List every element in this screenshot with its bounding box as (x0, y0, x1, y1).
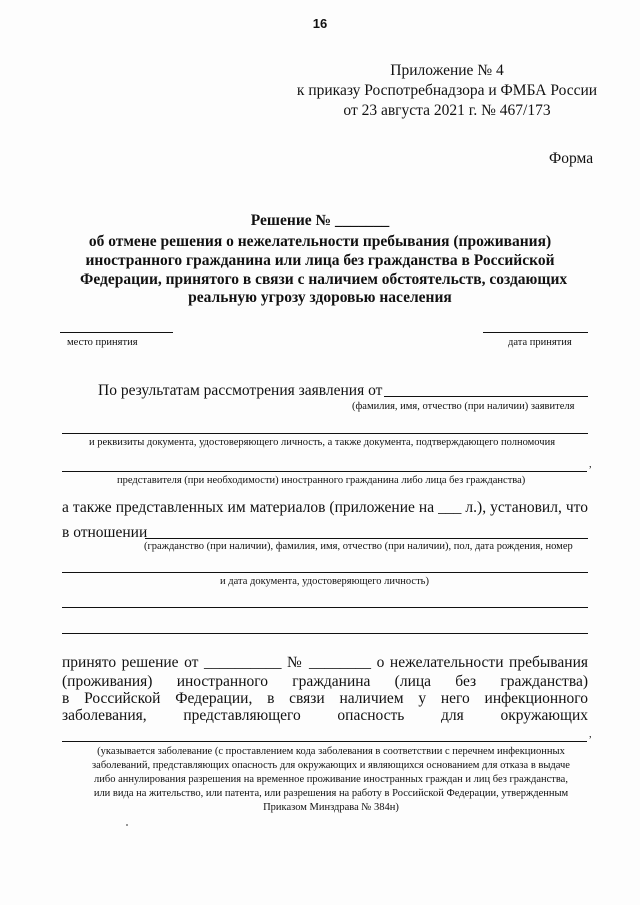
representative-caption: представителя (при необходимости) иностранного гражданина либо лица без гражданства) (117, 475, 526, 486)
date-field-line[interactable] (483, 332, 588, 333)
person-caption: (гражданство (при наличии), фамилия, имя, отчество (при наличии), пол, дата рождения, номер (144, 541, 573, 552)
blank-line-2[interactable] (62, 633, 588, 634)
form-label: Форма (549, 150, 594, 167)
title-line-1: Решение № _______ (250, 212, 390, 229)
note-line-1: (указывается заболевание (с проставлением кода заболевания в соответствии с перечнем инфекционных (97, 746, 565, 757)
page-number: 16 (312, 16, 328, 31)
decision-line-4: заболевания, представляющего опасность для окружающих (62, 707, 588, 724)
title-line-2: об отмене решения о нежелательности пребывания (проживания) (88, 233, 552, 250)
appendix-order: к приказу Роспотребнадзора и ФМБА России (296, 82, 598, 99)
place-label: место принятия (67, 337, 138, 348)
decision-line-3: в Российской Федерации, в связи наличием у него инфекционного (62, 690, 588, 707)
place-field-line[interactable] (60, 332, 173, 333)
document-field-line[interactable] (62, 433, 588, 434)
title-line-3: иностранного гражданина или лица без гражданства в Российской (85, 252, 555, 269)
id-document-caption: и дата документа, удостоверяющего личность) (220, 576, 429, 587)
title-line-5: реальную угрозу здоровью населения (188, 289, 452, 306)
title-line-4: Федерации, принятого в связи с наличием обстоятельств, создающих (80, 271, 568, 288)
person-field-line[interactable] (145, 538, 588, 539)
scan-speck (126, 824, 128, 826)
disease-field-line[interactable] (62, 741, 587, 742)
applicant-field-line[interactable] (384, 396, 588, 397)
appendix-title: Приложение № 4 (390, 62, 504, 79)
blank-line-1[interactable] (62, 607, 588, 608)
applicant-caption: (фамилия, имя, отчество (при наличии) заявителя (352, 401, 575, 412)
note-line-2: заболеваний, представляющих опасность для окружающих и являющихся основанием для отказа в выдаче (92, 760, 570, 771)
application-lead: По результатам рассмотрения заявления от (98, 382, 383, 399)
note-line-3: либо аннулирования разрешения на временное проживание иностранных граждан и лиц без гражданства, (94, 774, 568, 785)
note-line-4: или вида на жительство, или патента, или разрешения на работу в Российской Федерации, утвержденным (93, 788, 569, 799)
appendix-date: от 23 августа 2021 г. № 467/173 (343, 102, 551, 119)
materials-line: а также представленных им материалов (приложение на ___ л.), установил, что (62, 499, 588, 516)
line-comma: , (589, 459, 592, 470)
representative-field-line[interactable] (62, 471, 587, 472)
document-caption: и реквизиты документа, удостоверяющего личность, а также документа, подтверждающего полномочия (89, 437, 556, 448)
regarding-lead: в отношении (62, 524, 148, 541)
date-label: дата принятия (508, 337, 572, 348)
disease-line-comma: , (589, 729, 592, 740)
decision-line-1: принято решение от __________ № ________ о нежелательности пребывания (62, 654, 588, 671)
note-line-5: Приказом Минздрава № 384н) (263, 802, 399, 813)
decision-line-2: (проживания) иностранного гражданина (лица без гражданства) (62, 673, 588, 690)
id-document-field-line[interactable] (62, 572, 588, 573)
